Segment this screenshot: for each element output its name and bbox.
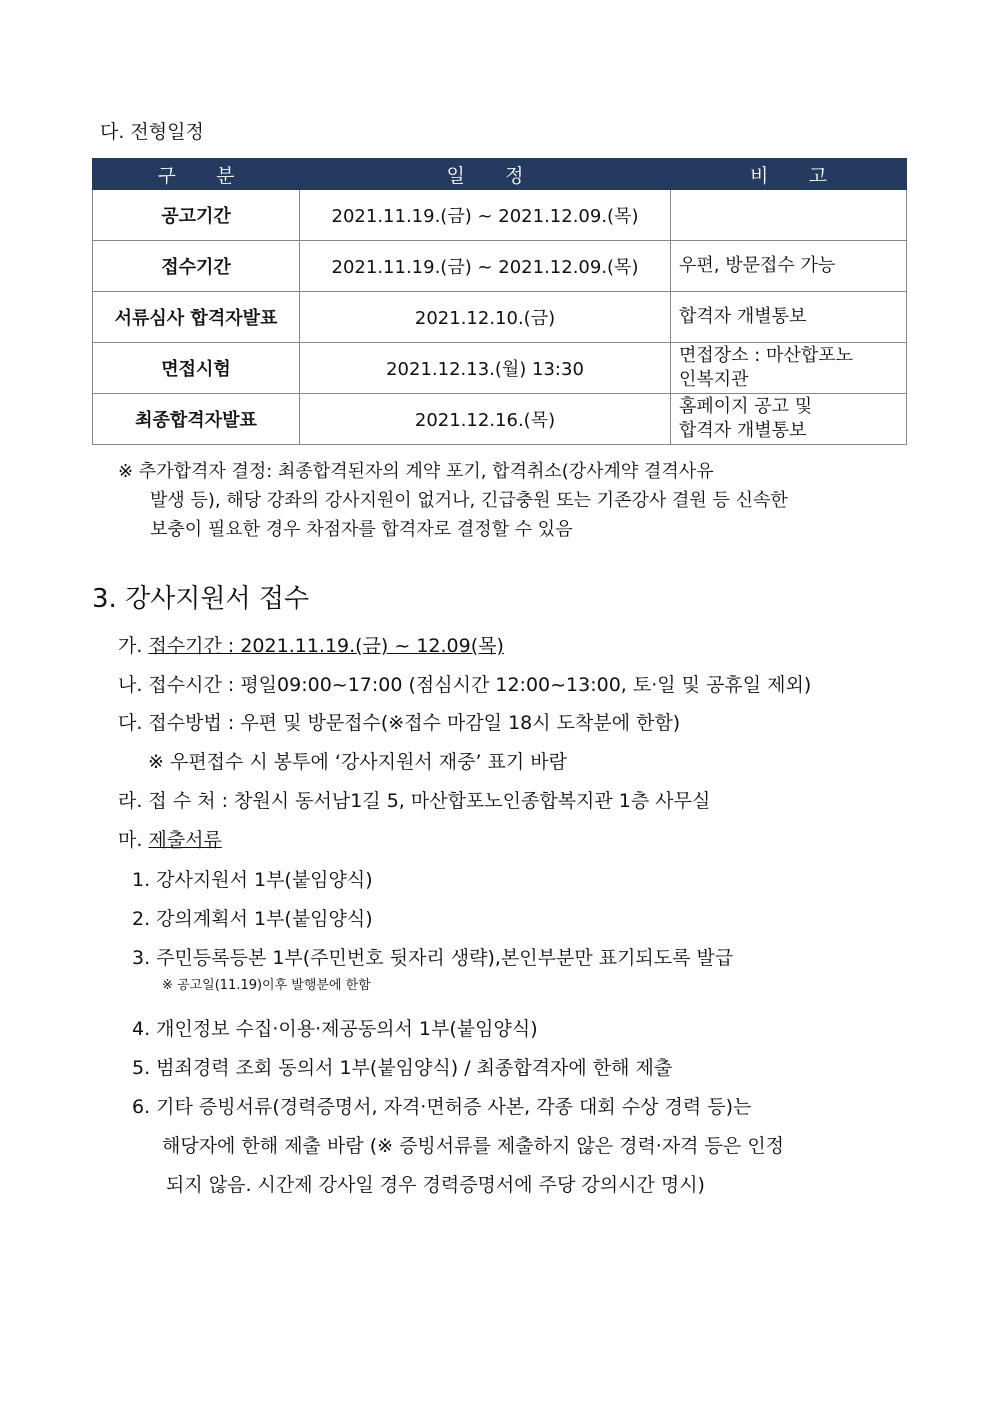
stage-cell: 공고기간 <box>93 190 300 241</box>
remarks-line: 우편, 방문접수 가능 <box>679 255 836 276</box>
table-row <box>93 343 907 394</box>
document-item: 2. 강의계획서 1부(붙임양식) <box>132 908 373 930</box>
additional-pass-note <box>118 457 788 544</box>
note-line: ※ 추가합격자 결정: 최종합격된자의 계약 포기, 합격취소(강사계약 결격사유 <box>118 461 714 482</box>
item-da: 다. 접수방법 : 우편 및 방문접수(※접수 마감일 18시 도착분에 한함) <box>118 712 681 734</box>
date-cell: 2021.11.19.(금) ~ 2021.12.09.(목) <box>300 241 671 292</box>
section-subheading: 다. 전형일정 <box>100 121 204 143</box>
date-cell: 2021.12.10.(금) <box>300 292 671 343</box>
item-da-note: ※ 우편접수 시 봉투에 ‘강사지원서 재중’ 표기 바람 <box>148 751 568 773</box>
remarks-cell <box>671 343 907 394</box>
remarks-line: 인복지관 <box>679 369 749 390</box>
remarks-cell <box>671 394 907 445</box>
stage-cell: 최종합격자발표 <box>93 394 300 445</box>
remarks-line: 면접장소 : 마산합포노 <box>679 345 853 366</box>
remarks-cell <box>671 190 907 241</box>
date-cell: 2021.12.13.(월) 13:30 <box>300 343 671 394</box>
remarks-line: 홈페이지 공고 및 <box>679 396 813 417</box>
required-documents-label: 제출서류 <box>148 829 222 851</box>
document-item: 1. 강사지원서 1부(붙임양식) <box>132 869 373 891</box>
document-item: 6. 기타 증빙서류(경력증명서, 자격·면허증 사본, 각종 대회 수상 경력 등)는 <box>132 1096 752 1118</box>
document-item-continued: 되지 않음. 시간제 강사일 경우 경력증명서에 주당 강의시간 명시) <box>166 1174 705 1196</box>
item-prefix: 가. <box>118 635 149 657</box>
stage-cell: 면접시험 <box>93 343 300 394</box>
date-cell: 2021.12.16.(목) <box>300 394 671 445</box>
table-row <box>93 394 907 445</box>
stage-cell: 접수기간 <box>93 241 300 292</box>
header-category: 구 분 <box>93 159 300 190</box>
table-row <box>93 241 907 292</box>
document-item: 4. 개인정보 수집·이용·제공동의서 1부(붙임양식) <box>132 1018 538 1040</box>
document-item: 5. 범죄경력 조회 동의서 1부(붙임양식) / 최종합격자에 한해 제출 <box>132 1057 673 1079</box>
document-item-continued: 해당자에 한해 제출 바람 (※ 증빙서류를 제출하지 않은 경력·자격 등은 인정 <box>162 1135 785 1157</box>
table-row <box>93 292 907 343</box>
stage-cell: 서류심사 합격자발표 <box>93 292 300 343</box>
remarks-line: 합격자 개별통보 <box>679 420 807 441</box>
item-ma <box>118 825 222 852</box>
item-ra: 라. 접 수 처 : 창원시 동서남1길 5, 마산합포노인종합복지관 1층 사무실 <box>118 790 711 812</box>
header-remarks: 비 고 <box>671 159 907 190</box>
note-line: 보충이 필요한 경우 차점자를 합격자로 결정할 수 있음 <box>150 519 573 540</box>
table-header-row <box>93 159 907 190</box>
section-title: 3. 강사지원서 접수 <box>92 584 310 614</box>
note-line: 발생 등), 해당 강좌의 강사지원이 없거나, 긴급충원 또는 기존강사 결원 등 신속한 <box>150 490 788 511</box>
remarks-cell <box>671 292 907 343</box>
item-ga <box>118 631 504 658</box>
header-schedule: 일 정 <box>300 159 671 190</box>
application-period: 접수기간 : 2021.11.19.(금) ~ 12.09(목) <box>148 635 504 657</box>
date-cell: 2021.11.19.(금) ~ 2021.12.09.(목) <box>300 190 671 241</box>
schedule-table <box>92 158 907 445</box>
document-note: ※ 공고일(11.19)이후 발행분에 한함 <box>162 978 371 993</box>
item-na: 나. 접수시간 : 평일09:00~17:00 (점심시간 12:00~13:00, 토·일 및 공휴일 제외) <box>118 674 812 696</box>
table-row <box>93 190 907 241</box>
item-prefix: 마. <box>118 829 149 851</box>
remarks-cell <box>671 241 907 292</box>
document-item: 3. 주민등록등본 1부(주민번호 뒷자리 생략),본인부분만 표기되도록 발급 <box>132 947 734 969</box>
remarks-line: 합격자 개별통보 <box>679 306 807 327</box>
